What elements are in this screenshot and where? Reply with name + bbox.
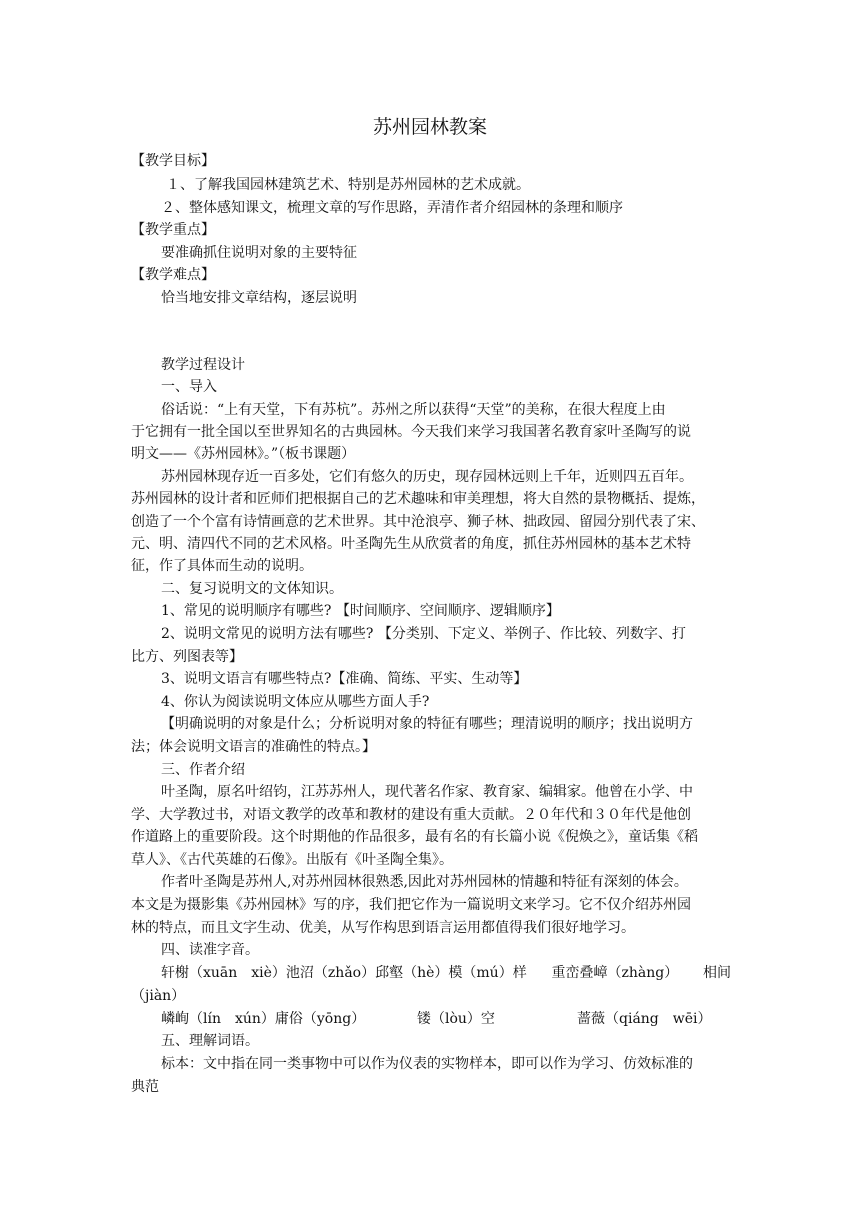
paragraph-line: 学、大学教过书，对语文教学的改革和教材的建设有重大贡献。２０年代和３０年代是他创 [131, 807, 691, 823]
paragraph-line: 明文——《苏州园林》。”（板书课题） [131, 446, 356, 462]
pinyin-group: 重峦叠嶂（zhàng） [551, 965, 679, 981]
paragraph-line: 俗话说：“上有天堂，下有苏杭”。苏州之所以获得“天堂”的美称，在很大程度上由 [161, 402, 666, 418]
paragraph-line: 本文是为摄影集《苏州园林》写的序，我们把它作为一篇说明文来学习。它不仅介绍苏州园 [131, 897, 691, 913]
objectives-heading: 【教学目标】 [131, 153, 215, 169]
objective-item-1: １、了解我国园林建筑艺术、特别是苏州园林的艺术成就。 [166, 177, 530, 193]
paragraph-line: 典范 [131, 1079, 159, 1095]
section-2-title: 二、复习说明文的文体知识。 [161, 581, 343, 597]
paragraph-line: 作者叶圣陶是苏州人,对苏州园林很熟悉,因此对苏州园林的情趣和特征有深刻的体会。 [161, 874, 688, 890]
objective-item-2: ２、整体感知课文，梳理文章的写作思路，弄清作者介绍园林的条理和顺序 [161, 200, 623, 216]
paragraph-line: 于它拥有一批全国以至世界知名的古典园林。今天我们来学习我国著名教育家叶圣陶写的说 [131, 424, 691, 440]
question-2-cont: 比方、列图表等】 [131, 649, 243, 665]
question-1: 1、常见的说明顺序有哪些? 【时间顺序、空间顺序、逻辑顺序】 [161, 603, 560, 619]
paragraph-line: 元、明、清四代不同的艺术风格。叶圣陶先生从欣赏者的角度，抓住苏州园林的基本艺术特 [131, 536, 691, 552]
question-4: 4、你认为阅读说明文体应从哪些方面人手? [161, 694, 430, 710]
answer-4: 【明确说明的对象是什么；分析说明对象的特征有哪些；理清说明的顺序；找出说明方 [161, 716, 693, 732]
pinyin-group: 嶙峋（lín xún）庸俗（yōng） [161, 1011, 366, 1027]
paragraph-line: 标本：文中指在同一类事物中可以作为仪表的实物样本，即可以作为学习、仿效标准的 [161, 1056, 693, 1072]
paragraph-line: 林的特点，而且文字生动、优美，从写作构思到语言运用都值得我们很好地学习。 [131, 920, 635, 936]
section-1-title: 一、导入 [161, 379, 217, 395]
paragraph-line: 苏州园林的设计者和匠师们把根据自己的艺术趣味和审美理想，将大自然的景物概括、提炼， [131, 491, 705, 507]
key-point-heading: 【教学重点】 [131, 222, 215, 238]
question-2: 2、说明文常见的说明方法有哪些? 【分类别、下定义、举例子、作比较、列数字、打 [161, 626, 686, 642]
difficulty-heading: 【教学难点】 [131, 267, 215, 283]
pinyin-group: 镂（lòu）空 [417, 1011, 495, 1027]
pinyin-group: 轩榭（xuān xiè）池沼（zhǎo）邱壑（hè）模（mú）样 [161, 965, 527, 981]
paragraph-line: 苏州园林现存近一百多处，它们有悠久的历史，现存园林远则上千年，近则四五百年。 [161, 469, 693, 485]
section-5-title: 五、理解词语。 [161, 1033, 259, 1049]
process-heading: 教学过程设计 [161, 357, 245, 373]
section-4-title: 四、读准字音。 [161, 942, 259, 958]
paragraph-line: 草人》、《古代英雄的石像》。出版有《叶圣陶全集》。 [131, 852, 453, 868]
key-point-text: 要准确抓住说明对象的主要特征 [161, 245, 357, 261]
answer-4-cont: 法；体会说明文语言的准确性的特点。】 [131, 739, 376, 755]
pinyin-line-2: （jiàn） [131, 988, 186, 1004]
paragraph-line: 叶圣陶，原名叶绍钧，江苏苏州人，现代著名作家、教育家、编辑家。他曾在小学、中 [161, 784, 693, 800]
section-3-title: 三、作者介绍 [161, 762, 245, 778]
pinyin-line-3 [131, 1009, 731, 1029]
document-title: 苏州园林教案 [372, 116, 487, 138]
difficulty-text: 恰当地安排文章结构，逐层说明 [161, 290, 357, 306]
paragraph-line: 作道路上的重要阶段。这个时期他的作品很多，最有名的有长篇小说《倪焕之》，童话集《稻 [131, 829, 698, 845]
question-3: 3、说明文语言有哪些特点?【准确、简练、平实、生动等】 [161, 671, 528, 687]
paragraph-line: 征，作了具体而生动的说明。 [131, 558, 313, 574]
paragraph-line: 创造了一个个富有诗情画意的艺术世界。其中沧浪亭、狮子林、拙政园、留园分别代表了宋、 [131, 514, 705, 530]
pinyin-line-1 [131, 963, 731, 983]
pinyin-group: 相间 [702, 965, 731, 981]
pinyin-group: 蔷薇（qiáng wēi） [577, 1011, 712, 1027]
